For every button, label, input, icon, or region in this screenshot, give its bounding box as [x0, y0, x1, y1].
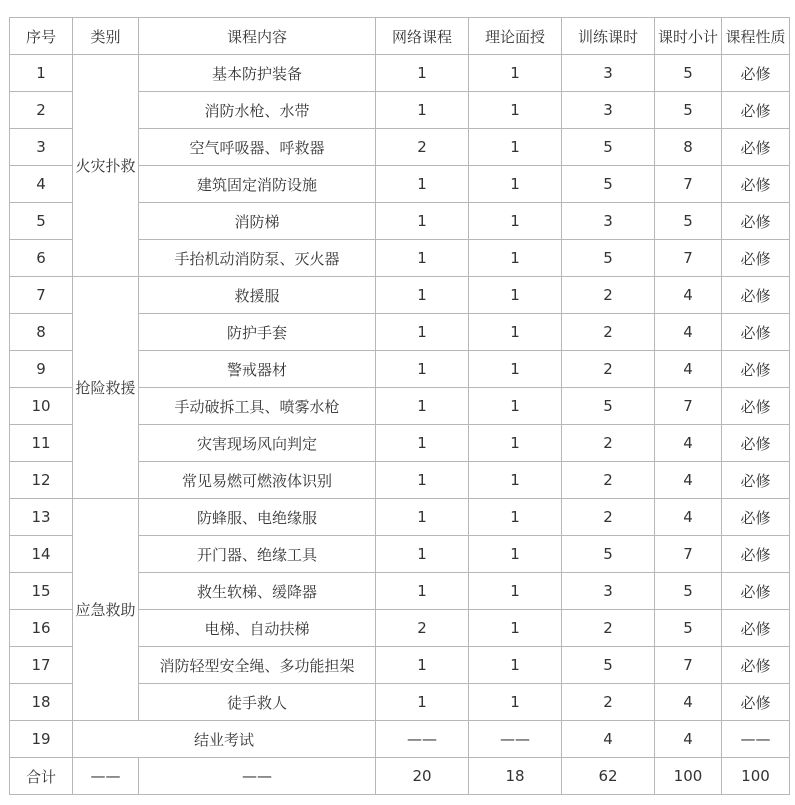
row-nature: 必修 [722, 388, 790, 425]
row-online: 1 [376, 573, 469, 610]
row-index: 13 [10, 499, 73, 536]
row-online: 1 [376, 536, 469, 573]
row-index: 17 [10, 647, 73, 684]
row-index: 3 [10, 129, 73, 166]
exam-nature: —— [722, 721, 790, 758]
row-index: 6 [10, 240, 73, 277]
header-nature: 课程性质 [722, 18, 790, 55]
row-nature: 必修 [722, 55, 790, 92]
exam-row [10, 721, 790, 758]
row-online: 1 [376, 55, 469, 92]
row-theory: 1 [469, 425, 562, 462]
row-online: 2 [376, 129, 469, 166]
row-nature: 必修 [722, 610, 790, 647]
row-index: 8 [10, 314, 73, 351]
category-cell: 应急救助 [73, 499, 139, 721]
header-online: 网络课程 [376, 18, 469, 55]
row-subtotal: 4 [655, 425, 722, 462]
row-index: 18 [10, 684, 73, 721]
total-label: 合计 [10, 758, 73, 795]
row-training: 3 [562, 203, 655, 240]
row-content: 手抬机动消防泵、灭火器 [139, 240, 376, 277]
row-nature: 必修 [722, 499, 790, 536]
row-training: 5 [562, 166, 655, 203]
row-theory: 1 [469, 203, 562, 240]
header-subtotal: 课时小计 [655, 18, 722, 55]
row-training: 2 [562, 425, 655, 462]
row-index: 9 [10, 351, 73, 388]
row-training: 2 [562, 314, 655, 351]
row-training: 2 [562, 351, 655, 388]
row-theory: 1 [469, 499, 562, 536]
row-theory: 1 [469, 462, 562, 499]
row-subtotal: 5 [655, 610, 722, 647]
total-category: —— [73, 758, 139, 795]
table-row [10, 499, 790, 536]
row-training: 5 [562, 647, 655, 684]
row-theory: 1 [469, 129, 562, 166]
row-subtotal: 7 [655, 240, 722, 277]
row-content: 灾害现场风向判定 [139, 425, 376, 462]
row-subtotal: 7 [655, 166, 722, 203]
row-training: 5 [562, 388, 655, 425]
header-row [10, 18, 790, 55]
row-training: 2 [562, 684, 655, 721]
exam-training: 4 [562, 721, 655, 758]
row-subtotal: 8 [655, 129, 722, 166]
exam-theory: —— [469, 721, 562, 758]
row-theory: 1 [469, 166, 562, 203]
row-subtotal: 7 [655, 647, 722, 684]
category-cell: 抢险救援 [73, 277, 139, 499]
header-content: 课程内容 [139, 18, 376, 55]
row-subtotal: 4 [655, 684, 722, 721]
row-subtotal: 5 [655, 203, 722, 240]
total-theory: 18 [469, 758, 562, 795]
row-index: 4 [10, 166, 73, 203]
row-theory: 1 [469, 351, 562, 388]
header-category: 类别 [73, 18, 139, 55]
row-content: 常见易燃可燃液体识别 [139, 462, 376, 499]
table-row [10, 55, 790, 92]
exam-subtotal: 4 [655, 721, 722, 758]
row-training: 5 [562, 240, 655, 277]
exam-content: 结业考试 [73, 721, 376, 758]
row-subtotal: 4 [655, 462, 722, 499]
row-subtotal: 7 [655, 536, 722, 573]
table-body [10, 55, 790, 795]
row-nature: 必修 [722, 92, 790, 129]
row-online: 1 [376, 462, 469, 499]
row-training: 3 [562, 92, 655, 129]
row-content: 手动破拆工具、喷雾水枪 [139, 388, 376, 425]
row-nature: 必修 [722, 351, 790, 388]
row-index: 2 [10, 92, 73, 129]
row-content: 消防水枪、水带 [139, 92, 376, 129]
total-content: —— [139, 758, 376, 795]
row-nature: 必修 [722, 277, 790, 314]
row-nature: 必修 [722, 647, 790, 684]
row-content: 警戒器材 [139, 351, 376, 388]
row-content: 救生软梯、缓降器 [139, 573, 376, 610]
row-training: 2 [562, 610, 655, 647]
header-index: 序号 [10, 18, 73, 55]
row-online: 1 [376, 277, 469, 314]
row-index: 12 [10, 462, 73, 499]
row-training: 5 [562, 129, 655, 166]
row-content: 救援服 [139, 277, 376, 314]
row-content: 空气呼吸器、呼救器 [139, 129, 376, 166]
row-theory: 1 [469, 55, 562, 92]
row-nature: 必修 [722, 240, 790, 277]
row-nature: 必修 [722, 166, 790, 203]
row-online: 1 [376, 166, 469, 203]
row-subtotal: 7 [655, 388, 722, 425]
row-index: 7 [10, 277, 73, 314]
header-training: 训练课时 [562, 18, 655, 55]
category-cell: 火灾扑救 [73, 55, 139, 277]
row-nature: 必修 [722, 425, 790, 462]
row-training: 2 [562, 277, 655, 314]
row-online: 1 [376, 425, 469, 462]
total-online: 20 [376, 758, 469, 795]
row-index: 15 [10, 573, 73, 610]
row-subtotal: 5 [655, 92, 722, 129]
row-index: 1 [10, 55, 73, 92]
row-subtotal: 5 [655, 573, 722, 610]
row-online: 1 [376, 351, 469, 388]
row-index: 11 [10, 425, 73, 462]
row-subtotal: 4 [655, 499, 722, 536]
row-nature: 必修 [722, 203, 790, 240]
row-online: 1 [376, 203, 469, 240]
row-training: 2 [562, 499, 655, 536]
row-content: 徒手救人 [139, 684, 376, 721]
row-nature: 必修 [722, 536, 790, 573]
row-online: 1 [376, 388, 469, 425]
row-theory: 1 [469, 277, 562, 314]
row-theory: 1 [469, 647, 562, 684]
row-content: 防蜂服、电绝缘服 [139, 499, 376, 536]
course-schedule-table [9, 17, 790, 795]
row-training: 5 [562, 536, 655, 573]
row-index: 10 [10, 388, 73, 425]
row-training: 3 [562, 573, 655, 610]
row-content: 消防梯 [139, 203, 376, 240]
row-subtotal: 4 [655, 351, 722, 388]
row-theory: 1 [469, 684, 562, 721]
row-theory: 1 [469, 388, 562, 425]
row-subtotal: 4 [655, 314, 722, 351]
row-theory: 1 [469, 314, 562, 351]
row-nature: 必修 [722, 573, 790, 610]
row-subtotal: 4 [655, 277, 722, 314]
row-index: 5 [10, 203, 73, 240]
row-online: 1 [376, 240, 469, 277]
row-online: 2 [376, 610, 469, 647]
row-online: 1 [376, 684, 469, 721]
total-subtotal: 100 [655, 758, 722, 795]
exam-online: —— [376, 721, 469, 758]
row-content: 消防轻型安全绳、多功能担架 [139, 647, 376, 684]
total-nature: 100 [722, 758, 790, 795]
row-theory: 1 [469, 573, 562, 610]
row-index: 14 [10, 536, 73, 573]
row-online: 1 [376, 314, 469, 351]
row-content: 电梯、自动扶梯 [139, 610, 376, 647]
row-theory: 1 [469, 240, 562, 277]
row-content: 基本防护装备 [139, 55, 376, 92]
exam-index: 19 [10, 721, 73, 758]
row-online: 1 [376, 647, 469, 684]
row-theory: 1 [469, 92, 562, 129]
total-row [10, 758, 790, 795]
header-theory: 理论面授 [469, 18, 562, 55]
row-content: 防护手套 [139, 314, 376, 351]
row-nature: 必修 [722, 314, 790, 351]
row-training: 2 [562, 462, 655, 499]
row-subtotal: 5 [655, 55, 722, 92]
row-online: 1 [376, 92, 469, 129]
row-training: 3 [562, 55, 655, 92]
row-nature: 必修 [722, 462, 790, 499]
row-nature: 必修 [722, 684, 790, 721]
row-online: 1 [376, 499, 469, 536]
total-training: 62 [562, 758, 655, 795]
row-content: 开门器、绝缘工具 [139, 536, 376, 573]
row-nature: 必修 [722, 129, 790, 166]
row-content: 建筑固定消防设施 [139, 166, 376, 203]
row-theory: 1 [469, 536, 562, 573]
table-row [10, 277, 790, 314]
row-theory: 1 [469, 610, 562, 647]
row-index: 16 [10, 610, 73, 647]
